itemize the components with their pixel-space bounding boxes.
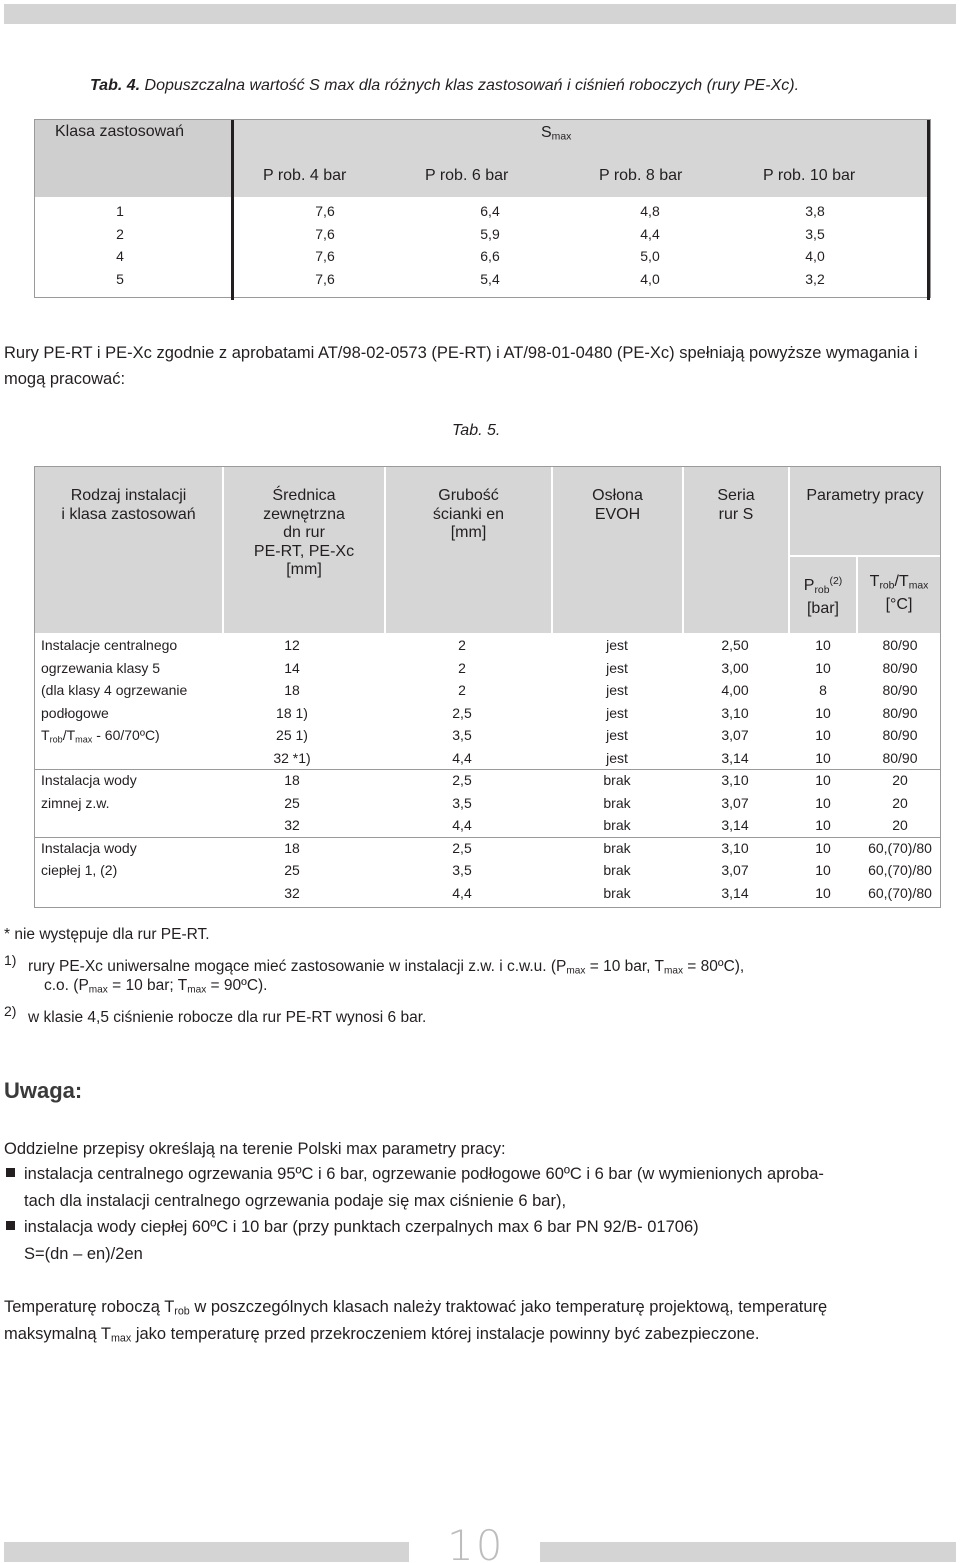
tab5-cell: 3,07 xyxy=(721,862,749,878)
tab5-row-label: Instalacja wody xyxy=(41,839,137,856)
tab5-header-trob: $T_{rob}/T_{max}$ [°C] xyxy=(869,573,929,614)
tab5-cell: 3,14 xyxy=(721,884,749,901)
tab5-cell: 25 1) xyxy=(276,727,308,743)
tab5-cell: jest xyxy=(606,682,628,698)
uwaga-intro: Oddzielne przepisy określają na terenie Polski max parametry pracy: xyxy=(4,1140,506,1158)
tab4-number: Tab. 4. xyxy=(90,77,141,94)
tab5-cell: brak xyxy=(603,862,631,878)
tab5-cell: 3,5 xyxy=(452,727,472,743)
tab5-cell: 32 *1) xyxy=(273,749,311,766)
tab5-cell: 8 xyxy=(819,682,827,698)
tab5-cell: 60,(70)/80 xyxy=(868,884,932,901)
tab5-row-label: ciepłej 1, (2) xyxy=(41,862,118,878)
tab5-cell: 60,(70)/80 xyxy=(868,839,932,856)
tab5-cell: 18 xyxy=(284,839,300,856)
compliance-paragraph: Rury PE-RT i PE-Xc zgodnie z aprobatami AT/98-02-0573 (PE-RT) i AT/98-01-0480 (PE-Xc) spełniają powyższe wymagania i mogą pracować: xyxy=(4,344,918,388)
tab5-cell: jest xyxy=(606,704,628,721)
tab4-value-cell: 5,0 xyxy=(640,248,660,264)
tab4-value-cell: 3,2 xyxy=(805,270,825,287)
tab5-cell: 2,5 xyxy=(452,704,472,721)
tab5-cell: brak xyxy=(603,817,631,833)
bullet-2-marker xyxy=(6,1221,15,1230)
tab4-class-cell: 2 xyxy=(116,225,124,242)
tab5-cell: brak xyxy=(603,794,631,811)
tab4-value-cell: 5,4 xyxy=(480,270,500,287)
tab5-cell: 10 xyxy=(815,772,831,788)
tab5-cell: brak xyxy=(603,884,631,901)
tab5-row-label: zimnej z.w. xyxy=(41,794,110,811)
uwaga-bullet-2: instalacja wody ciepłej 60ºC i 10 bar (przy punktach czerpalnych max 6 bar PN 92/B- 01706) xyxy=(24,1218,699,1236)
tab5-cell: 18 xyxy=(284,772,300,788)
footnote-1-line2: c.o. ($P_{max} = 10$ bar; $T_{max}$ = 90ºC). xyxy=(44,977,268,996)
tab5-cell: 80/90 xyxy=(882,749,918,766)
tab4-value-cell: 7,6 xyxy=(315,248,335,264)
tab5-cell: 3,07 xyxy=(721,794,749,811)
tab4-value-cell: 3,5 xyxy=(805,225,825,242)
tab4-class-cell: 1 xyxy=(116,203,124,219)
tab5-cell: brak xyxy=(603,839,631,856)
tab5-cell: 14 xyxy=(284,659,300,676)
tab5-row-label: $T_{rob}/T_{max}$ - 60/70ºC) xyxy=(41,727,160,745)
tab4-caption-text: Dopuszczalna wartość S max dla różnych klas zastosowań i ciśnień roboczych (rury PE-Xc). xyxy=(144,77,800,94)
tab5-cell: jest xyxy=(606,727,628,743)
top-decorative-bar xyxy=(4,4,956,24)
tab5-cell: 18 xyxy=(284,682,300,698)
tab5-cell: 10 xyxy=(815,659,831,676)
tab5-header-srednica: Średnica zewnętrzna dn rur PE-RT, PE-Xc [mm] xyxy=(253,487,355,578)
tab5-cell: 80/90 xyxy=(882,704,918,721)
footnote-2-mark: 2) xyxy=(4,1003,17,1019)
tab5-cell: 25 xyxy=(284,794,300,811)
tab4-value-cell: 4,8 xyxy=(640,203,660,219)
tab5-cell: 4,00 xyxy=(721,682,749,698)
tab5-cell: 2,5 xyxy=(452,772,472,788)
tab5-cell: 3,5 xyxy=(452,862,472,878)
tab5-cell: 2,50 xyxy=(721,637,749,653)
tab5-row-label: Instalacja wody xyxy=(41,772,137,788)
tab5-header-seria: Seria rur S xyxy=(717,487,755,523)
bottom-bar-left xyxy=(4,1542,409,1562)
tab4-value-cell: 6,6 xyxy=(480,248,500,264)
tab5-cell: 3,10 xyxy=(721,704,749,721)
tab5-cell: 10 xyxy=(815,817,831,833)
tab5-row-label: ogrzewania klasy 5 xyxy=(41,659,161,676)
tab5-cell: 4,4 xyxy=(452,817,472,833)
tab5-cell: 2 xyxy=(458,637,466,653)
tab5-caption: Tab. 5. xyxy=(452,422,501,439)
tab5-cell: 4,4 xyxy=(452,749,472,766)
tab5-cell: 3,07 xyxy=(721,727,749,743)
tab5-cell: 20 xyxy=(892,772,908,788)
tab5-cell: 80/90 xyxy=(882,727,918,743)
tab5-cell: 3,14 xyxy=(721,817,749,833)
tab5-cell: 80/90 xyxy=(882,682,918,698)
tab4-divider-right xyxy=(927,120,930,300)
tab5-cell: 60,(70)/80 xyxy=(868,862,932,878)
tab5-cell: 3,00 xyxy=(721,659,749,676)
tab5-cell: 10 xyxy=(815,862,831,878)
tab5-cell: 4,4 xyxy=(452,884,472,901)
tab4-value-cell: 4,0 xyxy=(640,270,660,287)
tab4-pressure-header-6: P rob. 6 bar xyxy=(425,167,509,184)
tab5-cell: 10 xyxy=(815,704,831,721)
page-number: 10 xyxy=(447,1521,505,1563)
tab5-cell: 3,5 xyxy=(452,794,472,811)
bullet-1-marker xyxy=(6,1168,15,1177)
tab5-cell: 80/90 xyxy=(882,659,918,676)
tab4-smax-header: $S_{max}$ xyxy=(541,124,572,143)
footnote-1-line1: rury PE-Xc uniwersalne mogące mieć zastosowanie w instalacji z.w. i c.w.u. ($P_{max} = 10$ bar, $T_{max}$ = 80ºC), xyxy=(28,958,745,977)
tab4-value-cell: 7,6 xyxy=(315,225,335,242)
tab5-cell: 3,14 xyxy=(721,749,749,766)
tab4-pressure-header-10: P rob. 10 bar xyxy=(763,167,856,184)
tab4-caption xyxy=(90,77,799,95)
tab4-pressure-header-4: P rob. 4 bar xyxy=(263,167,347,184)
closing-line-1: Temperaturę roboczą $T_{rob}$ w poszczególnych klasach należy traktować jako temperaturę projektową, temperaturę xyxy=(4,1298,828,1318)
bottom-bar-right xyxy=(540,1542,956,1562)
tab5-cell: 2 xyxy=(458,659,466,676)
tab5-cell: 10 xyxy=(815,884,831,901)
tab5-cell: 25 xyxy=(284,862,300,878)
tab4-value-cell: 7,6 xyxy=(315,203,335,219)
tab5-cell: 10 xyxy=(815,794,831,811)
tab4-pressure-header-8: P rob. 8 bar xyxy=(599,167,683,184)
tab5-cell: 20 xyxy=(892,817,908,833)
tab5-row-label: (dla klasy 4 ogrzewanie xyxy=(41,682,188,698)
tab4-value-cell: 7,6 xyxy=(315,270,335,287)
uwaga-formula: S=(dn – en)/2en xyxy=(24,1245,143,1263)
tab5-cell: 2,5 xyxy=(452,839,472,856)
tab5-cell: 32 xyxy=(284,817,300,833)
tab5-cell: 2 xyxy=(458,682,466,698)
tab5-cell: 3,10 xyxy=(721,839,749,856)
tab5-cell: 12 xyxy=(284,637,300,653)
tab5-cell: 10 xyxy=(815,727,831,743)
footnote-star: * nie występuje dla rur PE-RT. xyxy=(4,926,210,943)
tab5-header-prob: $P_{rob}^{(2)}$ [bar] xyxy=(803,576,843,618)
tab5-header-parametry: Parametry pracy xyxy=(806,487,924,504)
tab4-value-cell: 4,0 xyxy=(805,248,825,264)
tab5-cell: 10 xyxy=(815,637,831,653)
uwaga-bullet-1-line1: instalacja centralnego ogrzewania 95ºC i 6 bar, ogrzewanie podłogowe 60ºC i 6 bar (w wymienionych aproba- xyxy=(24,1165,824,1183)
uwaga-bullet-1-line2: tach dla instalacji centralnego ogrzewania podaje się max ciśnienie 6 bar), xyxy=(24,1192,567,1210)
tab5-row-label: podłogowe xyxy=(41,704,109,721)
tab5-header-grubosc: Grubość ścianki en [mm] xyxy=(432,487,505,541)
tab5-cell: 10 xyxy=(815,749,831,766)
tab4-divider-left xyxy=(231,120,234,300)
tab4-table xyxy=(34,119,931,298)
tab5-cell: 3,10 xyxy=(721,772,749,788)
tab5-cell: 32 xyxy=(284,884,300,901)
tab4-class-cell: 4 xyxy=(116,248,124,264)
footnote-1-mark: 1) xyxy=(4,952,17,968)
tab4-value-cell: 4,4 xyxy=(640,225,660,242)
tab5-cell: 18 1) xyxy=(276,704,308,721)
tab5-cell: 20 xyxy=(892,794,908,811)
tab4-col-class-header: Klasa zastosowań xyxy=(55,123,184,140)
footnote-2-text: w klasie 4,5 ciśnienie robocze dla rur PE-RT wynosi 6 bar. xyxy=(28,1009,427,1026)
tab4-value-cell: 5,9 xyxy=(480,225,500,242)
tab4-class-cell: 5 xyxy=(116,270,124,287)
tab5-cell: 10 xyxy=(815,839,831,856)
tab4-value-cell: 6,4 xyxy=(480,203,500,219)
tab5-cell: 80/90 xyxy=(882,637,918,653)
tab5-cell: jest xyxy=(606,637,628,653)
tab5-header-oslona: Osłona EVOH xyxy=(592,487,643,523)
tab5-header-rodzaj: Rodzaj instalacji i klasa zastosowań xyxy=(61,487,196,523)
tab5-table xyxy=(34,466,941,908)
closing-line-2: maksymalną $T_{max}$ jako temperaturę przed przekroczeniem której instalacje powinny być zabezpieczone. xyxy=(4,1325,760,1345)
uwaga-heading: Uwaga: xyxy=(4,1078,83,1103)
tab5-cell: brak xyxy=(603,772,631,788)
tab5-row-label: Instalacje centralnego xyxy=(41,637,178,653)
tab5-cell: jest xyxy=(606,749,628,766)
tab4-value-cell: 3,8 xyxy=(805,203,825,219)
tab5-cell: jest xyxy=(606,659,628,676)
